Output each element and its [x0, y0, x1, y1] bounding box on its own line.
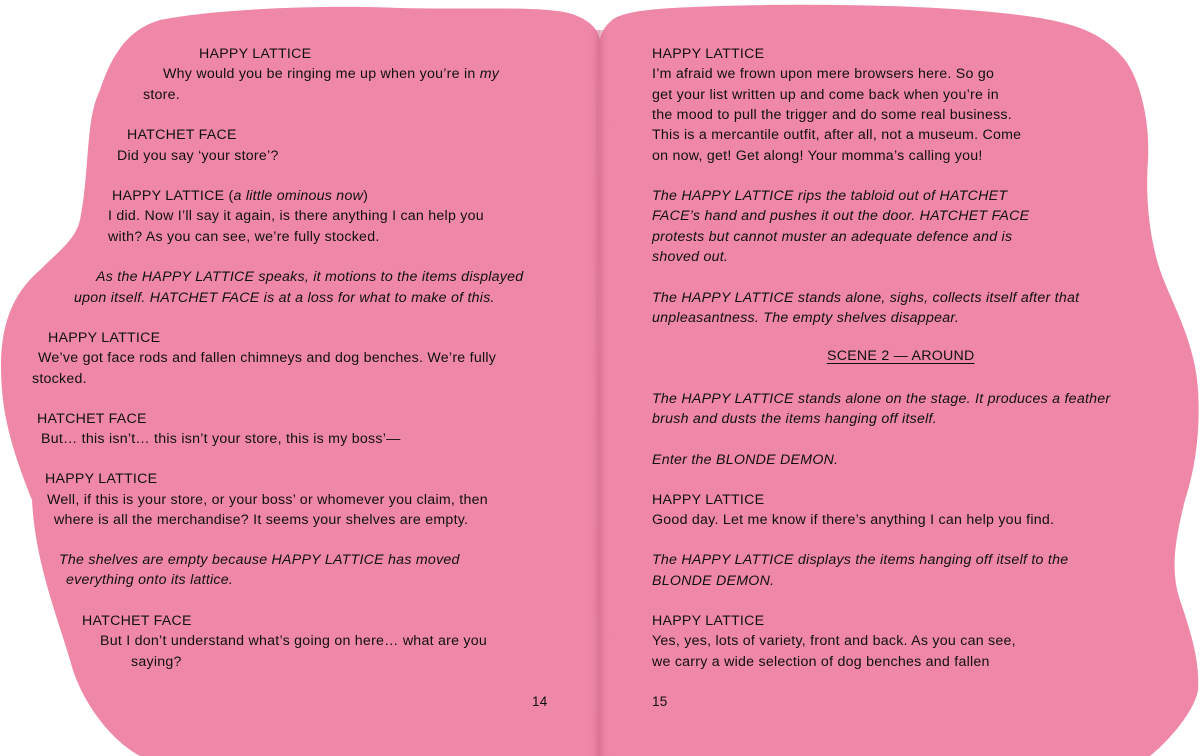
script-line: upon itself. HATCHET FACE is at a loss for what to make of this.	[74, 290, 495, 306]
script-line: the mood to pull the trigger and do some real business.	[652, 107, 1012, 123]
script-line	[112, 186, 368, 207]
script-line: BLONDE DEMON.	[652, 573, 775, 589]
script-line: Well, if this is your store, or your boss’ or whomever you claim, then	[47, 492, 488, 508]
script-line: HAPPY LATTICE	[48, 330, 161, 346]
text-run: )	[363, 188, 369, 204]
text-run: HAPPY LATTICE (	[112, 188, 234, 204]
left-page-number: 14	[532, 694, 548, 709]
script-line: This is a mercantile outfit, after all, not a museum. Come	[652, 127, 1022, 143]
italic-run: a little ominous now	[233, 188, 364, 204]
script-line: we carry a wide selection of dog benches and fallen	[652, 654, 990, 670]
script-line: brush and dusts the items hanging off itself.	[652, 411, 937, 427]
script-line: saying?	[131, 654, 182, 670]
script-line: HAPPY LATTICE	[45, 471, 158, 487]
script-line: everything onto its lattice.	[66, 572, 234, 588]
script-line: protests but cannot muster an adequate defence and is	[652, 229, 1013, 245]
script-line: FACE’s hand and pushes it out the door. HATCHET FACE	[652, 208, 1030, 224]
script-line: store.	[143, 87, 180, 103]
script-line: The HAPPY LATTICE stands alone, sighs, collects itself after that	[652, 290, 1080, 306]
script-line: on now, get! Get along! Your momma’s calling you!	[652, 148, 983, 164]
script-line: shoved out.	[652, 249, 729, 265]
script-line: The HAPPY LATTICE stands alone on the stage. It produces a feather	[652, 391, 1111, 407]
script-line: I did. Now I’ll say it again, is there anything I can help you	[108, 208, 484, 224]
script-line: Yes, yes, lots of variety, front and back. As you can see,	[652, 633, 1016, 649]
script-line: HAPPY LATTICE	[652, 46, 765, 62]
script-line: with? As you can see, we’re fully stocked.	[108, 229, 380, 245]
script-line: HAPPY LATTICE	[199, 46, 312, 62]
script-line: But I don’t understand what’s going on here… what are you	[100, 633, 488, 649]
right-page-number: 15	[652, 694, 668, 709]
script-line: The shelves are empty because HAPPY LATTICE has moved	[59, 552, 460, 568]
script-line: unpleasantness. The empty shelves disappear.	[652, 310, 960, 326]
script-line: As the HAPPY LATTICE speaks, it motions to the items displayed	[96, 269, 524, 285]
gutter-shadow	[588, 30, 610, 756]
script-line: Good day. Let me know if there’s anything I can help you find.	[652, 512, 1055, 528]
script-line: HATCHET FACE	[37, 411, 147, 427]
script-line	[163, 64, 499, 85]
script-line: But… this isn’t… this isn’t your store, this is my boss’—	[41, 431, 401, 447]
script-line: stocked.	[32, 371, 87, 387]
script-line: The HAPPY LATTICE displays the items hanging off itself to the	[652, 552, 1069, 568]
text-run: Why would you be ringing me up when you’re in	[163, 66, 480, 82]
script-line: The HAPPY LATTICE rips the tabloid out of HATCHET	[652, 188, 1008, 204]
script-line: HAPPY LATTICE	[652, 492, 765, 508]
script-line: HAPPY LATTICE	[652, 613, 765, 629]
script-line: Enter the BLONDE DEMON.	[652, 452, 839, 468]
script-line: HATCHET FACE	[82, 613, 192, 629]
scene-heading: SCENE 2 — AROUND	[827, 348, 975, 364]
script-line: HATCHET FACE	[127, 127, 237, 143]
italic-run: my	[479, 66, 500, 82]
script-line: I’m afraid we frown upon mere browsers here. So go	[652, 66, 995, 82]
script-line: We’ve got face rods and fallen chimneys and dog benches. We’re fully	[38, 350, 497, 366]
script-line: where is all the merchandise? It seems your shelves are empty.	[54, 512, 469, 528]
script-line: Did you say ‘your store’?	[117, 148, 279, 164]
script-line: get your list written up and come back when you’re in	[652, 87, 999, 103]
